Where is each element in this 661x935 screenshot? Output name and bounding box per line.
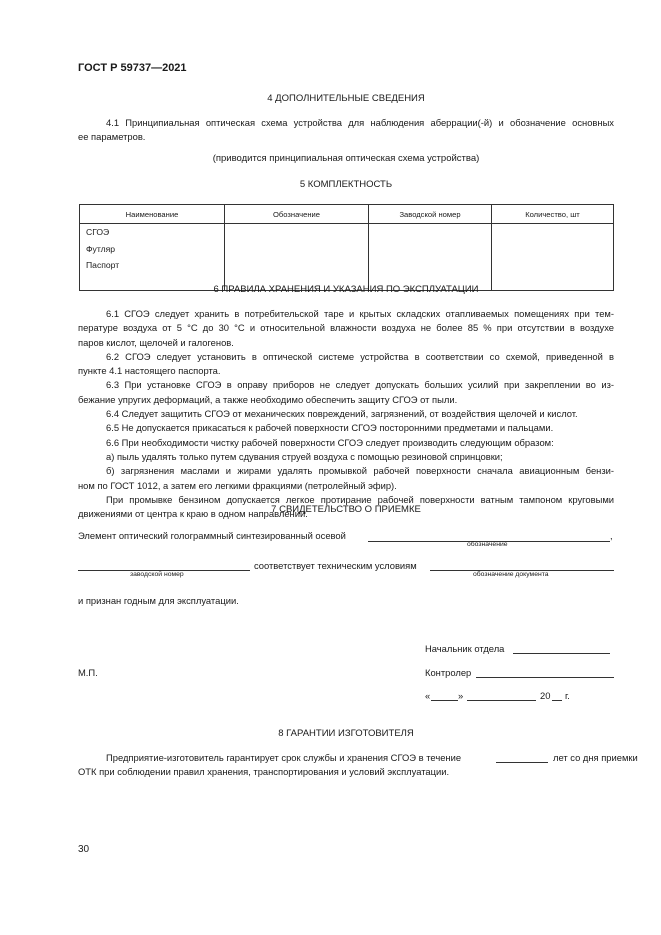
chief-label: Начальник отдела — [425, 643, 505, 654]
table-row — [80, 224, 614, 291]
date-year-suffix: г. — [565, 690, 570, 701]
warranty-years-line[interactable] — [496, 762, 548, 763]
section-4-title: 4 ДОПОЛНИТЕЛЬНЫЕ СВЕДЕНИЯ — [267, 93, 425, 104]
document-caption: обозначение документа — [473, 571, 549, 578]
text-line: б) загрязнения маслами и жирами удалять промывкой рабочей поверхности сначала авиационным бензи- — [106, 465, 614, 477]
text-line: 6.4 Следует защитить СГОЭ от механических повреждений, загрязнений, от воздействия щелочей и кислот. — [106, 408, 578, 420]
designation-caption: обозначение — [467, 541, 508, 548]
element-label: Элемент оптический голограммный синтезированный осевой — [78, 530, 346, 541]
accepted-text: и признан годным для эксплуатации. — [78, 595, 239, 606]
section-8-title: 8 ГАРАНТИИ ИЗГОТОВИТЕЛЯ — [278, 728, 414, 739]
item-names-cell — [80, 224, 225, 291]
date-year-line[interactable] — [552, 700, 562, 701]
stamp-label: М.П. — [78, 667, 98, 678]
designation-cell — [225, 224, 369, 291]
column-header-serial: Заводской номер — [369, 205, 492, 224]
text-line: движениями от центра к краю в одном направлении. — [78, 508, 308, 520]
chief-signature-line[interactable] — [513, 653, 610, 654]
date-month-line[interactable] — [467, 700, 536, 701]
page-number: 30 — [78, 844, 90, 855]
text-line: пункте 4.1 настоящего паспорта. — [78, 365, 221, 377]
text-line: При промывке бензином допускается легкое протирание рабочей поверхности ватным тампоном круговыми — [106, 493, 614, 505]
column-header-name: Наименование — [80, 205, 225, 224]
quantity-cell — [492, 224, 614, 291]
section-6-title: 6 ПРАВИЛА ХРАНЕНИЯ И УКАЗАНИЯ ПО ЭКСПЛУАТАЦИИ — [213, 284, 479, 295]
text-line: 6.6 При необходимости чистку рабочей поверхности СГОЭ следует производить следующим образом: — [106, 436, 554, 448]
section-4-paragraph — [78, 116, 614, 145]
section-6-paragraphs — [78, 307, 614, 521]
warranty-text-end: лет со дня приемки — [553, 752, 638, 763]
standard-designation: ГОСТ Р 59737—2021 — [78, 62, 187, 74]
warranty-text-start: Предприятие-изготовитель гарантирует срок службы и хранения СГОЭ в течение — [106, 752, 462, 763]
serial-cell — [369, 224, 492, 291]
kit-table — [79, 204, 614, 291]
text-line: бежание упругих деформаций, а также необходимо обеспечить защиту СГОЭ от пыли. — [78, 393, 458, 405]
column-header-designation: Обозначение — [225, 205, 369, 224]
text-line: 6.5 Не допускается прикасаться к рабочей поверхности СГОЭ посторонними предметами и пальцами. — [106, 422, 554, 434]
controller-signature-line[interactable] — [476, 677, 614, 678]
element-line-end: , — [610, 530, 613, 541]
date-open-quote: « — [425, 690, 431, 701]
text-line: ном по ГОСТ 1012, а затем его легкими фракциями (петролейный эфир). — [78, 479, 397, 491]
text-line: пературе воздуха от 5 °С до 30 °С и относительной влажности воздуха не более 85 % при отсутствии в воздухе — [78, 322, 614, 334]
table-header-row — [80, 205, 614, 224]
column-header-quantity: Количество, шт — [492, 205, 614, 224]
date-day-line[interactable] — [431, 700, 458, 701]
date-year-prefix: 20 — [540, 690, 551, 701]
text-line: 6.1 СГОЭ следует хранить в потребительской таре и крытых складских отапливаемых помещениях при тем- — [106, 308, 614, 319]
item-name: Паспорт — [86, 260, 120, 270]
text-line: ее параметров. — [78, 131, 146, 143]
serial-number-caption: заводской номер — [130, 571, 184, 578]
warranty-text-line-2: ОТК при соблюдении правил хранения, транспортирования и условий эксплуатации. — [78, 766, 450, 777]
text-line: а) пыль удалять только путем сдувания струей воздуха с помощью резиновой спринцовки; — [106, 450, 503, 462]
text-line: 4.1 Принципиальная оптическая схема устройства для наблюдения аберрации(-й) и обозначение основных — [106, 117, 614, 128]
text-line: паров кислот, щелочей и галогенов. — [78, 336, 234, 348]
item-name: Футляр — [86, 243, 116, 254]
section-4-note: (приводится принципиальная оптическая схема устройства) — [212, 153, 480, 164]
date-close-quote: » — [458, 690, 464, 701]
text-line: 6.3 При установке СГОЭ в оправу приборов не следует допускать больших усилий при закреплении во из- — [106, 379, 614, 391]
section-5-title: 5 КОМПЛЕКТНОСТЬ — [299, 179, 393, 190]
section-7-title: 7 СВИДЕТЕЛЬСТВО О ПРИЕМКЕ — [271, 504, 421, 515]
item-name: СГОЭ — [86, 227, 110, 237]
text-line: 6.2 СГОЭ следует установить в оптической системе устройства в соответствии со схемой, приведенной в — [106, 350, 614, 362]
conforms-label: соответствует техническим условиям — [254, 560, 417, 571]
controller-label: Контролер — [425, 667, 472, 678]
